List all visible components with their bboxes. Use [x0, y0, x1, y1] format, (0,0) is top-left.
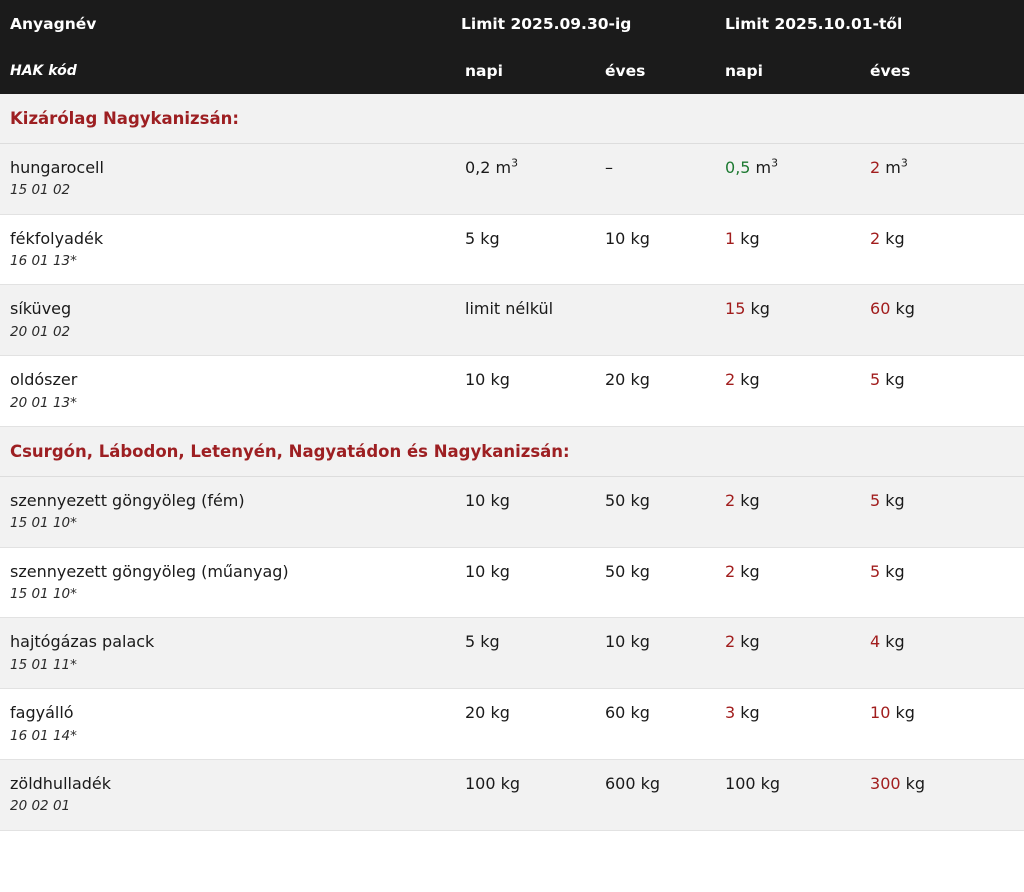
material-name: szennyezett göngyöleg (fém) — [10, 490, 245, 510]
yearly-new-value-number: 2 — [870, 228, 881, 248]
yearly-new-value-unit: kg — [880, 632, 905, 652]
table-row — [0, 476, 1024, 547]
material-name: fagyálló — [10, 703, 74, 723]
yearly-old-value — [595, 214, 715, 285]
daily-new-value — [715, 689, 860, 760]
header-daily-new — [715, 47, 860, 94]
yearly-old-value-number: 600 — [605, 773, 636, 793]
material-name-cell — [0, 759, 455, 830]
material-name-cell — [0, 547, 455, 618]
material-name-cell — [0, 476, 455, 547]
section-header-row — [0, 94, 1024, 144]
yearly-old-value-unit: kg — [625, 561, 650, 581]
yearly-new-value — [860, 144, 1024, 215]
yearly-new-value-unit: kg — [880, 561, 905, 581]
yearly-new-value-unit: kg — [880, 490, 905, 510]
yearly-new-value-unit: kg — [880, 370, 905, 390]
yearly-old-value — [595, 689, 715, 760]
table-row — [0, 689, 1024, 760]
daily-old-value-unit: kg — [485, 370, 510, 390]
daily-new-value — [715, 547, 860, 618]
daily-old-value — [455, 689, 595, 760]
daily-new-value-unit: kg — [735, 490, 760, 510]
yearly-new-value-exponent: 3 — [900, 156, 908, 170]
header-group-old-label: Limit 2025.09.30-ig — [461, 14, 632, 33]
table-header — [0, 0, 1024, 94]
hak-code: 20 01 13* — [10, 394, 77, 411]
daily-new-value-unit: kg — [735, 370, 760, 390]
yearly-new-value-number: 2 — [870, 158, 881, 177]
daily-new-value-number: 2 — [725, 370, 736, 390]
material-name: oldószer — [10, 370, 78, 390]
old-limit-merged: limit nélkül — [455, 285, 715, 356]
daily-old-value-unit: kg — [485, 561, 510, 581]
daily-old-value-number: 5 — [465, 228, 476, 248]
yearly-new-value — [860, 356, 1024, 427]
section-title: Csurgón, Lábodon, Letenyén, Nagyatádon és Nagykanizsán: — [0, 426, 1024, 476]
table-row — [0, 214, 1024, 285]
yearly-new-value-unit: kg — [890, 299, 915, 319]
daily-old-value-number: 0,2 — [465, 158, 491, 177]
yearly-old-value — [595, 759, 715, 830]
table-body — [0, 94, 1024, 830]
material-name-cell — [0, 356, 455, 427]
yearly-new-value-unit: kg — [900, 773, 926, 793]
header-daily-old — [455, 47, 595, 94]
yearly-old-value — [595, 618, 715, 689]
material-name-cell — [0, 618, 455, 689]
daily-new-value — [715, 476, 860, 547]
header-row-groups — [0, 0, 1024, 47]
yearly-old-value-unit: kg — [625, 370, 650, 390]
material-name: hajtógázas palack — [10, 632, 155, 652]
yearly-old-value — [595, 476, 715, 547]
yearly-new-value-number: 300 — [870, 773, 901, 793]
daily-old-value — [455, 476, 595, 547]
daily-old-value-unit: kg — [475, 632, 500, 652]
header-anyagnev-label: Anyagnév — [10, 14, 97, 33]
yearly-old-value-unit: kg — [625, 490, 650, 510]
daily-new-value-number: 3 — [725, 703, 736, 723]
daily-old-value-number: 10 — [465, 561, 486, 581]
yearly-new-value — [860, 476, 1024, 547]
header-daily-old-label: napi — [465, 61, 503, 80]
material-name-cell — [0, 144, 455, 215]
daily-old-value — [455, 759, 595, 830]
yearly-new-value-unit: m — [880, 158, 901, 177]
daily-old-value — [455, 618, 595, 689]
header-yearly-new — [860, 47, 1024, 94]
material-name-cell — [0, 214, 455, 285]
material-name-cell — [0, 689, 455, 760]
header-anyagnev — [0, 0, 455, 47]
table-row — [0, 618, 1024, 689]
header-group-new — [715, 0, 1024, 47]
yearly-old-value-unit: kg — [625, 228, 650, 248]
section-title: Kizárólag Nagykanizsán: — [0, 94, 1024, 144]
daily-new-value — [715, 618, 860, 689]
table-row — [0, 144, 1024, 215]
daily-old-value-unit: m — [490, 158, 512, 177]
daily-old-value-number: 5 — [465, 632, 476, 652]
daily-old-value-exponent: 3 — [511, 156, 519, 170]
yearly-old-value-number: 10 — [605, 228, 626, 248]
daily-old-value — [455, 547, 595, 618]
header-daily-new-label: napi — [725, 61, 763, 80]
daily-old-value-unit: kg — [485, 703, 510, 723]
daily-new-value-number: 2 — [725, 490, 736, 510]
table-row — [0, 759, 1024, 830]
yearly-new-value — [860, 547, 1024, 618]
yearly-new-value-number: 10 — [870, 703, 891, 723]
daily-new-value-number: 15 — [725, 299, 746, 319]
yearly-new-value — [860, 285, 1024, 356]
daily-new-value-unit: m — [750, 158, 772, 177]
material-name: szennyezett göngyöleg (műanyag) — [10, 561, 289, 581]
daily-old-value-unit: kg — [495, 773, 521, 793]
daily-new-value-number: 2 — [725, 561, 736, 581]
daily-new-value-unit: kg — [735, 228, 760, 248]
yearly-new-value — [860, 618, 1024, 689]
daily-new-value-exponent: 3 — [771, 156, 779, 170]
daily-old-value-number: 10 — [465, 490, 486, 510]
header-group-new-label: Limit 2025.10.01-től — [725, 14, 903, 33]
yearly-old-value — [595, 547, 715, 618]
yearly-new-value-number: 4 — [870, 632, 881, 652]
hak-code: 15 01 10* — [10, 515, 77, 532]
daily-old-value-number: 20 — [465, 703, 486, 723]
yearly-new-value-unit: kg — [890, 703, 915, 723]
material-name: fékfolyadék — [10, 228, 104, 248]
yearly-old-value-unit: kg — [625, 703, 650, 723]
hak-code: 20 01 02 — [10, 323, 71, 340]
yearly-new-value-number: 60 — [870, 299, 891, 319]
daily-new-value-unit: kg — [735, 632, 760, 652]
hak-code: 16 01 14* — [10, 727, 77, 744]
yearly-new-value-number: 5 — [870, 561, 881, 581]
yearly-new-value-number: 5 — [870, 490, 881, 510]
daily-old-value-unit: kg — [475, 228, 500, 248]
daily-new-value — [715, 285, 860, 356]
yearly-new-value-unit: kg — [880, 228, 905, 248]
yearly-new-value — [860, 689, 1024, 760]
header-hak-kod — [0, 47, 455, 94]
yearly-old-value-number: – — [605, 158, 613, 177]
daily-new-value-unit: kg — [735, 561, 760, 581]
header-row-subcolumns — [0, 47, 1024, 94]
daily-new-value-unit: kg — [745, 299, 770, 319]
daily-old-value — [455, 214, 595, 285]
header-hak-kod-label: HAK kód — [10, 62, 77, 79]
yearly-new-value-number: 5 — [870, 370, 881, 390]
daily-old-value-number: 100 — [465, 773, 496, 793]
yearly-old-value-number: 20 — [605, 370, 626, 390]
yearly-old-value — [595, 144, 715, 215]
yearly-new-value — [860, 759, 1024, 830]
daily-new-value-number: 0,5 — [725, 158, 751, 177]
material-name: zöldhulladék — [10, 773, 112, 793]
yearly-old-value-unit: kg — [625, 632, 650, 652]
hak-code: 20 02 01 — [10, 798, 71, 815]
header-yearly-old-label: éves — [605, 61, 646, 80]
daily-old-value-number: 10 — [465, 370, 486, 390]
yearly-old-value-unit: kg — [635, 773, 661, 793]
material-name: síküveg — [10, 299, 72, 319]
hak-code: 15 01 11* — [10, 656, 77, 673]
yearly-old-value-number: 10 — [605, 632, 626, 652]
yearly-old-value-number: 50 — [605, 561, 626, 581]
section-header-row — [0, 426, 1024, 476]
header-yearly-new-label: éves — [870, 61, 911, 80]
header-group-old — [455, 0, 715, 47]
daily-new-value — [715, 214, 860, 285]
daily-new-value-number: 1 — [725, 228, 736, 248]
yearly-new-value — [860, 214, 1024, 285]
daily-new-value — [715, 356, 860, 427]
daily-new-value-unit: kg — [735, 703, 760, 723]
daily-new-value-unit: kg — [755, 773, 781, 793]
yearly-old-value-number: 50 — [605, 490, 626, 510]
daily-old-value — [455, 356, 595, 427]
yearly-old-value — [595, 356, 715, 427]
hak-code: 15 01 02 — [10, 182, 71, 199]
table-row — [0, 285, 1024, 356]
daily-new-value — [715, 759, 860, 830]
daily-new-value-number: 100 — [725, 773, 756, 793]
hak-code: 16 01 13* — [10, 253, 77, 270]
hak-code: 15 01 10* — [10, 586, 77, 603]
material-name-cell — [0, 285, 455, 356]
table-row — [0, 547, 1024, 618]
yearly-old-value-number: 60 — [605, 703, 626, 723]
daily-old-value — [455, 144, 595, 215]
material-name: hungarocell — [10, 158, 104, 177]
daily-old-value-unit: kg — [485, 490, 510, 510]
header-yearly-old — [595, 47, 715, 94]
daily-new-value — [715, 144, 860, 215]
table-row — [0, 356, 1024, 427]
daily-new-value-number: 2 — [725, 632, 736, 652]
